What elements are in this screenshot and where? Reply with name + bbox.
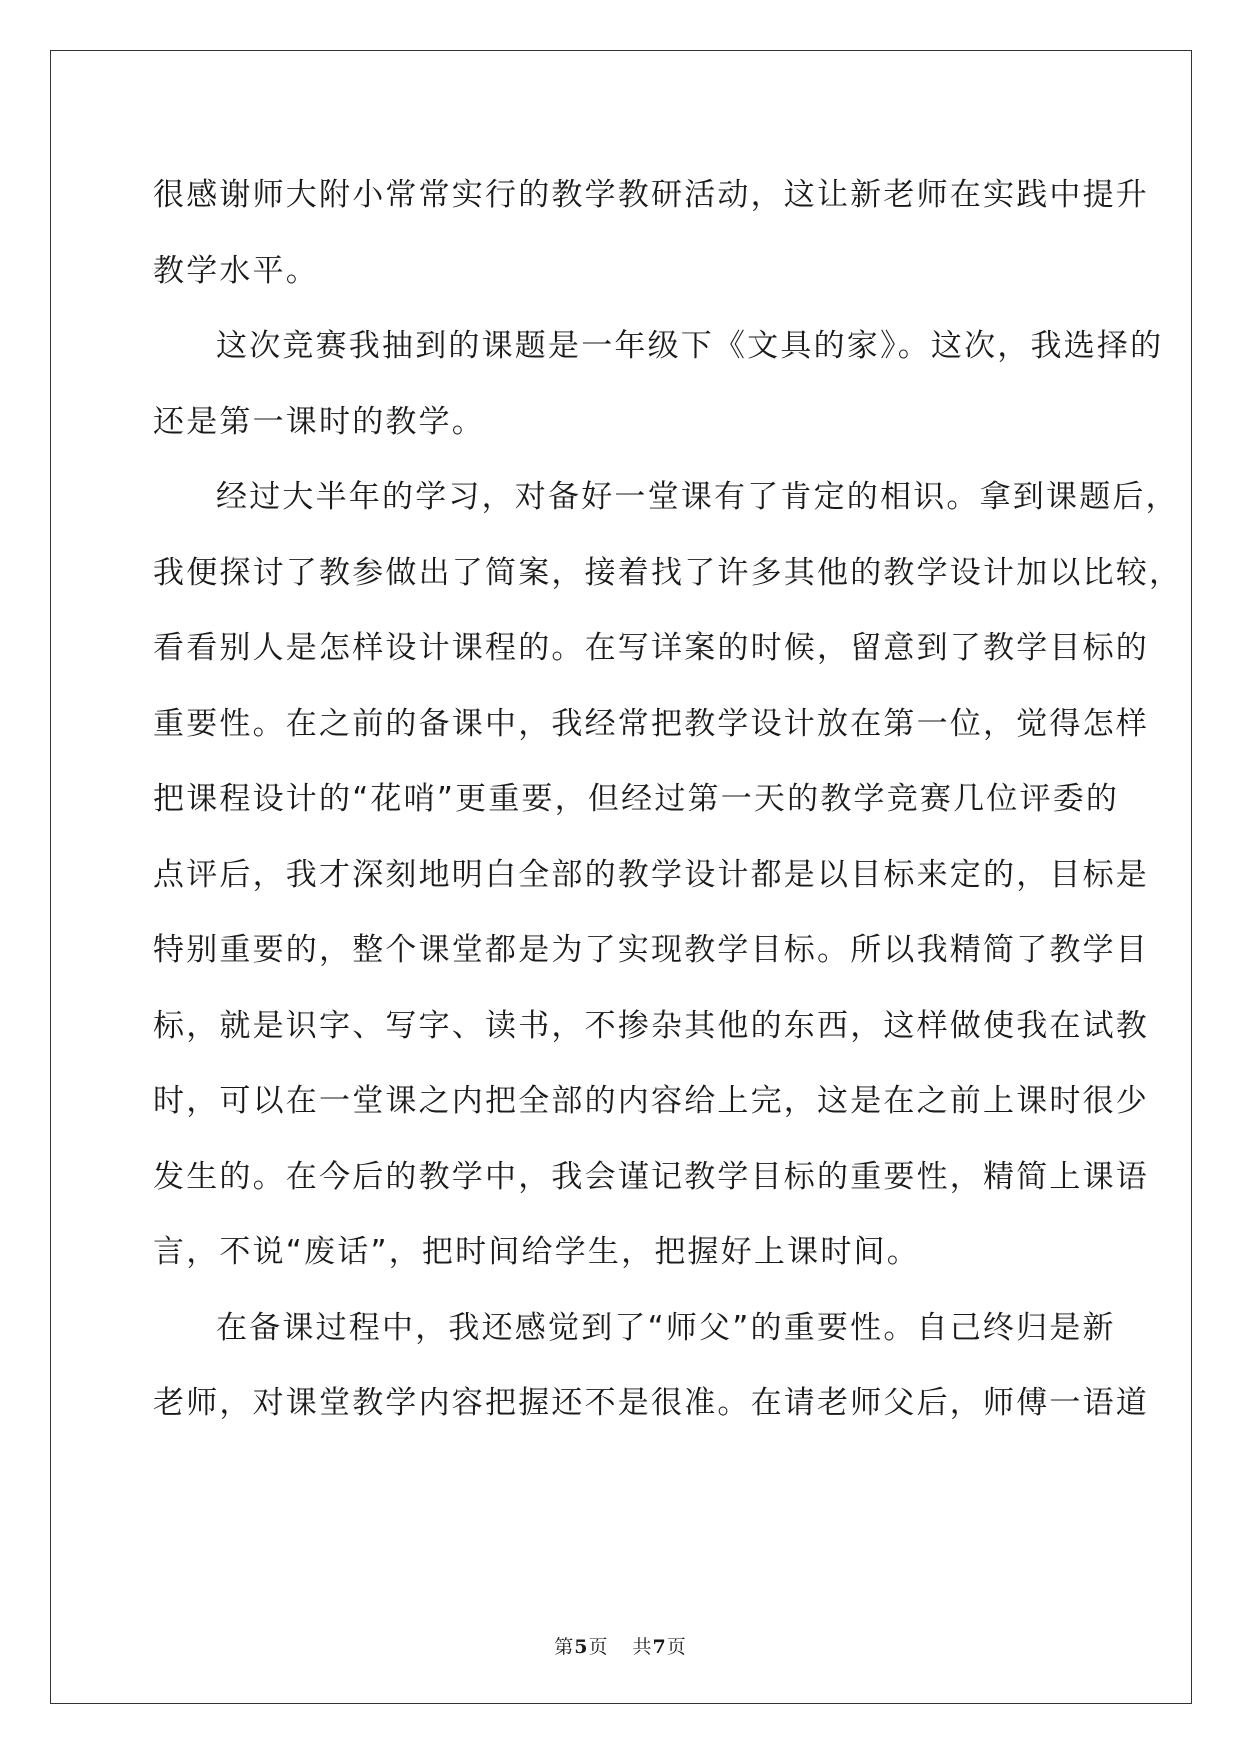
text-line: 教学水平。 <box>153 252 319 289</box>
footer-prefix: 第 <box>554 1636 575 1658</box>
text-line: 标，就是识字、写字、读书，不掺杂其他的东西，这样做使我在试教 <box>153 1007 1149 1044</box>
text-line: 很感谢师大附小常常实行的教学教研活动，这让新老师在实践中提升 <box>153 177 1149 213</box>
text-line: 特别重要的，整个课堂都是为了实现教学目标。所以我精简了教学目 <box>153 932 1149 968</box>
text-line: 老师，对课堂教学内容把握还不是很准。在请老师父后，师傅一语道 <box>153 1385 1149 1421</box>
paragraph-start-line: 在备课过程中，我还感觉到了“师父”的重要性。自己终归是新 <box>216 1309 1116 1346</box>
footer-total-suffix: 页 <box>666 1636 687 1658</box>
text-line: 我便探讨了教参做出了简案，接着找了许多其他的教学设计加以比较， <box>153 554 1183 591</box>
text-line: 把课程设计的“花哨”更重要，但经过第一天的教学竞赛几位评委的 <box>153 781 1120 817</box>
paragraph-start-line: 这次竞赛我抽到的课题是一年级下《文具的家》。这次，我选择的 <box>216 328 1164 364</box>
current-page-number: 5 <box>574 1636 589 1658</box>
footer-page-suffix: 页 <box>588 1636 609 1658</box>
text-line: 看看别人是怎样设计课程的。在写详案的时候，留意到了教学目标的 <box>153 630 1149 666</box>
text-line: 点评后，我才深刻地明白全部的教学设计都是以目标来定的，目标是 <box>153 856 1149 893</box>
page-footer <box>0 1632 1241 1659</box>
footer-total-prefix: 共 <box>632 1636 653 1658</box>
document-body <box>153 158 1183 1442</box>
text-line: 时，可以在一堂课之内把全部的内容给上完，这是在之前上课时很少 <box>153 1083 1149 1119</box>
text-line: 发生的。在今后的教学中，我会谨记教学目标的重要性，精简上课语 <box>153 1158 1149 1195</box>
total-pages-number: 7 <box>652 1636 667 1658</box>
text-line: 言，不说“废话”，把时间给学生，把握好上课时间。 <box>153 1234 920 1270</box>
text-line: 重要性。在之前的备课中，我经常把教学设计放在第一位，觉得怎样 <box>153 705 1149 742</box>
paragraph-start-line: 经过大半年的学习，对备好一堂课有了肯定的相识。拿到课题后， <box>216 479 1179 515</box>
text-line: 还是第一课时的教学。 <box>153 403 485 440</box>
